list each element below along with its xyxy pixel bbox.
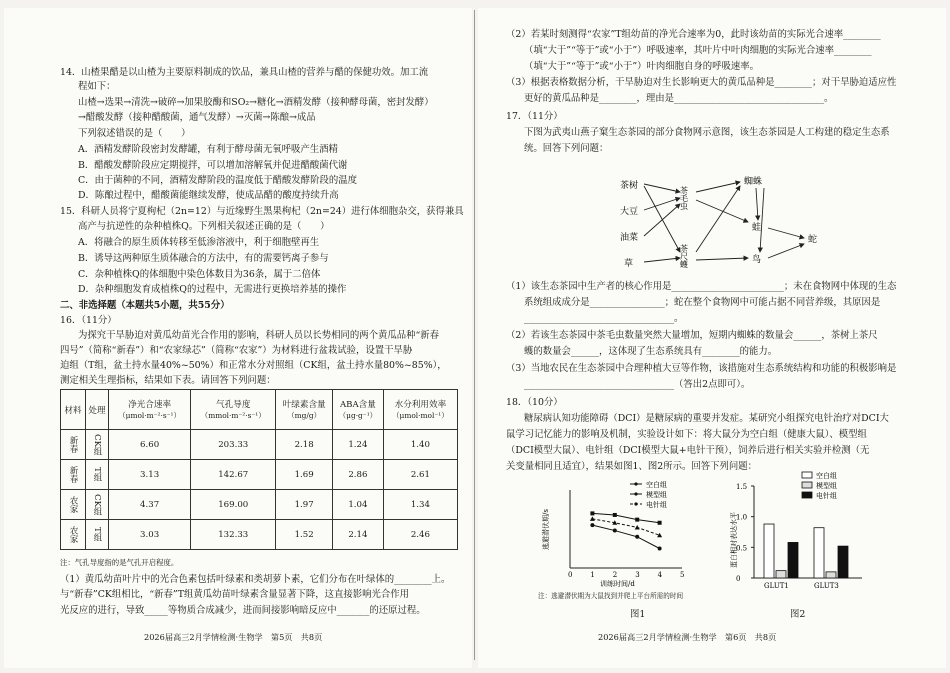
legend-label: 模型组	[816, 482, 837, 490]
q16-sub1-line1: （1）黄瓜幼苗叶片中的光合色素包括叶绿素和类胡萝卜素，它们分布在叶绿体的________上。	[60, 574, 451, 585]
q18-para-3: （DCI模型大鼠）、电针组（DCI模型大鼠+电针干预），饲养后进行相关实验并检测（无	[506, 445, 870, 456]
section-2-heading: 二、非选择题（本题共5小题，共55分）	[60, 300, 230, 311]
left-page-footer: 2026届高三2月学情检测·生物学 第5页 共8页	[144, 632, 323, 642]
q18-para-1: 糖尿病认知功能障碍（DCI）是糖尿病的重要并发症。某研究小组探究电针治疗对DCI大	[524, 413, 889, 424]
x-axis-label: 训练时间/d	[600, 580, 635, 588]
node-rapeseed: 油菜	[620, 233, 639, 243]
q16-sub1-line2: 与“新春”CK组相比，“新春”T组黄瓜幼苗叶绿素含量显著下降，这直接影响光合作用	[60, 589, 409, 600]
x-tick-label: 2	[612, 571, 618, 579]
q16-sub1-line3: 光反应的进行，导致_____等物质合成减少，进而间接影响暗反应中_______的还原过程。	[60, 605, 426, 616]
q17-sub1-line2: 系统组成成分是________________；蛇在整个食物网中可能占据不同营养级，其原因是	[524, 297, 881, 308]
q14-option-c: C．由于菌种的不同，酒精发酵阶段的温度低于醋酸发酵阶段的温度	[78, 175, 358, 186]
x-category-label: GLUT1	[764, 582, 789, 590]
q17-sub2-line2: 蠖的数量会______，这体现了生态系统具有________的能力。	[524, 346, 778, 357]
q17-sub1-line3: ________________________________。	[524, 313, 684, 324]
figure-2-bar-chart	[728, 466, 868, 596]
legend-label: 电针组	[816, 492, 837, 500]
x-tick-label: 5	[680, 571, 685, 579]
x-tick-label: 0	[568, 571, 573, 579]
q17-sub3-line2: ________________________________（答出2点即可）。	[524, 379, 751, 390]
node-tea-geometrid: 茶尺蠖	[679, 244, 689, 268]
q18-para-4: 关变量相同且适宜），结果如图1、图2所示。回答下列问题：	[506, 461, 757, 472]
data-point	[613, 513, 617, 517]
q16-para-2: 四号”（简称“新春”）和“农家绿芯”（简称“农家”）为材料进行盆栽试验，设置干旱胁	[60, 345, 413, 356]
legend-marker	[634, 502, 637, 505]
q16-sub2-line2: （填“大于”“等于”或“小于”）呼吸速率，其叶片中叶肉细胞的实际光合速率________	[524, 45, 872, 56]
q17-sub1-line1: （1）该生态茶园中生产者的核心作用是________________________；未在食物网中体现的生态	[506, 281, 897, 292]
q16-para-1: 为探究干旱胁迫对黄瓜幼苗光合作用的影响，科研人员以长势相同的两个黄瓜品种“新春	[78, 330, 440, 341]
node-tea-tree: 茶树	[620, 181, 639, 191]
legend-swatch	[802, 492, 812, 498]
y-tick-label: 0.5	[736, 544, 748, 553]
legend-label: 空白组	[816, 472, 837, 480]
q18-head: 18．（10分）	[506, 397, 563, 408]
node-spider: 蜘蛛	[744, 177, 763, 187]
figure-1-caption: 图1	[630, 609, 646, 620]
y-tick-label: 1.0	[736, 513, 748, 522]
data-point	[635, 525, 640, 530]
data-point	[590, 516, 595, 521]
figure-1-line-chart	[538, 476, 708, 588]
header-material: 材料	[61, 390, 86, 430]
header-col-1: 净光合速率 （μmol·m⁻²·s⁻¹）	[109, 390, 191, 430]
q15-option-a: A．将融合的原生质体转移至低渗溶液中，利于细胞壁再生	[78, 237, 320, 248]
x-tick-label: 4	[657, 571, 663, 579]
right-page	[478, 8, 946, 668]
bar-GLUT3-3	[838, 546, 848, 578]
q17-head: 17．（11分）	[506, 111, 563, 122]
food-web-arrows	[644, 182, 804, 262]
q14-flow1: 山楂→选果→清洗→破碎→加果胶酶和SO₂→糖化→酒精发酵（接种酵母菌，密封发酵）	[78, 97, 434, 108]
bar-GLUT1-3	[788, 542, 798, 578]
y-axis-label: 逃避潜伏期/s	[542, 509, 550, 550]
header-treatment: 处理	[86, 390, 109, 430]
legend-label: 模型组	[646, 491, 667, 499]
q16-sub2-line1: （2）若某时刻测得“农家”T组幼苗的净光合速率为0，此时该幼苗的实际光合速率________	[506, 29, 881, 40]
q16-head: 16．（11分）	[60, 315, 117, 326]
legend-label: 空白组	[646, 481, 667, 489]
q15-stem2: 高产与抗逆性的杂种植株Q。下列相关叙述正确的是（ ）	[78, 221, 330, 232]
q14-option-a: A．酒精发酵阶段密封发酵罐，有利于酵母菌无氧呼吸产生酒精	[78, 144, 338, 155]
q16-sub3-line2: 更好的黄瓜品种是________，理由是________________________________。	[524, 93, 834, 104]
data-point	[613, 529, 617, 533]
header-col-3: 叶绿素含量 （mg/g）	[276, 390, 333, 430]
right-page-footer: 2026届高三2月学情检测·生物学 第6页 共8页	[598, 632, 777, 642]
header-col-5: 水分利用效率 （μmol·mol⁻¹）	[383, 390, 457, 430]
q14-stem2: 程如下：	[78, 81, 116, 92]
page-divider	[474, 10, 475, 660]
q17-para-1: 下图为武夷山燕子窠生态茶园的部分食物网示意图，该生态茶园是人工构建的稳定生态系	[524, 127, 890, 138]
q16-sub2-line3: （填“大于”“等于”或“小于”）叶肉细胞自身的呼吸速率。	[524, 61, 760, 72]
series-line-1	[592, 525, 659, 548]
q15-option-d: D．杂种细胞发育成植株Q的过程中，无需进行更换培养基的操作	[78, 284, 347, 295]
left-page	[4, 8, 472, 668]
node-snake: 蛇	[808, 235, 818, 245]
y-tick-label: 1.5	[736, 483, 748, 491]
data-point	[635, 535, 639, 539]
data-point	[590, 523, 594, 527]
y-axis-label: 蛋白相对表达水平	[730, 512, 738, 568]
q17-sub2-line1: （2）若该生态茶园中茶毛虫数量突然大量增加，短期内蜘蛛的数量会______，茶树上茶尺	[506, 330, 878, 341]
q16-sub3-line1: （3）根据表格数据分析，干旱胁迫对生长影响更大的黄瓜品种是________；对干旱胁迫适应性	[506, 77, 897, 88]
food-web-diagram	[608, 170, 838, 276]
q14-ask: 下列叙述错误的是（ ）	[78, 128, 191, 139]
node-frog: 蛙	[752, 223, 762, 233]
series-line-2	[592, 513, 659, 522]
q16-para-3: 迫组（T组，盆土持水量40%~50%）和正常水分对照组（CK组，盆土持水量80%~85%），	[60, 360, 447, 371]
table-row: 农家 T组 3.03 132.33 1.52 2.14 2.46	[61, 520, 458, 550]
data-point	[590, 511, 594, 515]
header-col-2: 气孔导度 （mmol·m⁻²·s⁻¹）	[191, 390, 276, 430]
q15-option-b: B．诱导这两种原生质体融合的方法中，有的需要钙离子参与	[78, 253, 329, 264]
node-tea-caterpillar: 茶毛虫	[679, 186, 689, 210]
q14-option-b: B．醋酸发酵阶段应定期搅拌，可以增加溶解氧并促进醋酸菌代谢	[78, 160, 348, 171]
figure-1-note: 注：逃避潜伏期为大鼠找到并爬上平台所需的时间	[538, 592, 684, 600]
table-row: 农家 CK组 4.37 169.00 1.97 1.04 1.34	[61, 490, 458, 520]
table-row: 新春 T组 3.13 142.67 1.69 2.86 2.61	[61, 460, 458, 490]
q17-para-2: 统。回答下列问题：	[524, 143, 609, 154]
header-col-4: ABA含量 （μg·g⁻¹）	[333, 390, 384, 430]
data-point	[658, 521, 662, 525]
x-tick-label: 1	[590, 571, 595, 579]
node-grass: 草	[624, 259, 634, 269]
table-row: 新春 CK组 6.60 203.33 2.18 1.24 1.40	[61, 430, 458, 460]
legend-swatch	[802, 472, 812, 478]
y-tick-label: 0	[736, 575, 741, 583]
data-point	[658, 547, 662, 551]
q14-stem: 14．山楂果醋是以山楂为主要原料制成的饮品，兼具山楂的营养与醋的保健功效。加工流	[60, 67, 429, 78]
bar-GLUT1-2	[776, 571, 786, 578]
x-category-label: GLUT3	[814, 582, 839, 590]
data-point	[635, 518, 639, 522]
figure-2-caption: 图2	[790, 609, 806, 620]
q16-para-4: 测定相关生理指标，结果如下表。请回答下列问题：	[60, 375, 276, 386]
legend-marker	[634, 482, 637, 485]
q15-option-c: C．杂种植株Q的体细胞中染色体数目为36条，属于二倍体	[78, 269, 321, 280]
legend-label: 电针组	[646, 501, 667, 509]
bar-GLUT1-1	[764, 524, 774, 578]
q15-stem: 15．科研人员将宁夏枸杞（2n=12）与近缘野生黑果枸杞（2n=24）进行体细胞杂交，获得兼具	[60, 206, 464, 217]
q14-option-d: D．陈酿过程中，醋酸菌能继续发酵，使成品醋的酸度持续升高	[78, 190, 339, 201]
bar-GLUT3-1	[814, 528, 824, 578]
q16-table-note: 注：气孔导度指的是气孔开启程度。	[60, 558, 179, 567]
node-soybean: 大豆	[620, 207, 639, 217]
q16-data-table	[60, 389, 458, 550]
bar-GLUT3-2	[826, 572, 836, 578]
q17-sub3-line1: （3）当地农民在生态茶园中合理种植大豆等作物，该措施对生态系统结构和功能的积极影响是	[506, 363, 897, 374]
legend-marker	[634, 492, 637, 495]
q14-flow2: →醋酸发酵（接种醋酸菌，通气发酵）→灭菌→陈酿→成品	[78, 112, 316, 123]
x-tick-label: 3	[635, 571, 640, 579]
q18-para-2: 鼠学习记忆能力的影响及机制，实验设计如下：将大鼠分为空白组（健康大鼠）、模型组	[506, 429, 867, 440]
legend-swatch	[802, 482, 812, 488]
node-bird: 鸟	[752, 255, 762, 265]
